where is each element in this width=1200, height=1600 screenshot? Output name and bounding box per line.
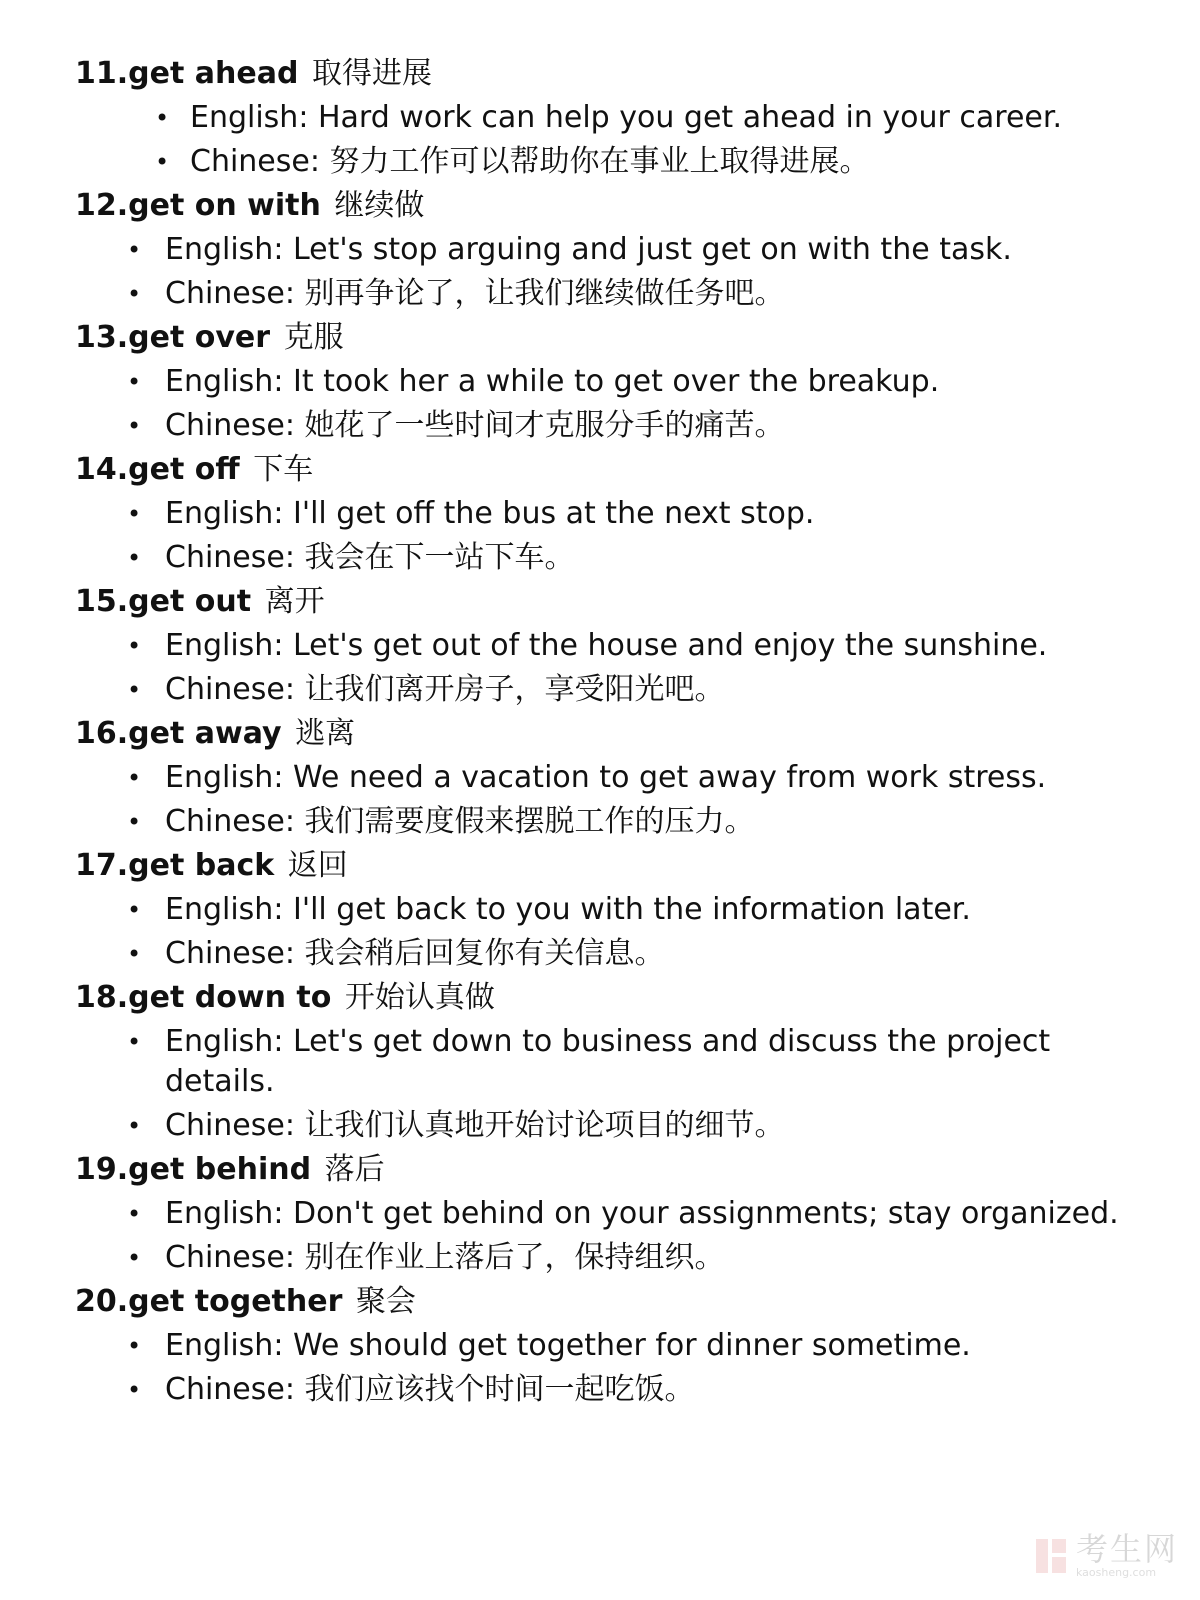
bullet-icon: •: [127, 940, 142, 968]
bullet-icon: •: [127, 1028, 142, 1056]
entry-phrase: get over: [128, 320, 271, 355]
entry-phrase: get down to: [128, 980, 332, 1015]
entry-14: [75, 448, 1165, 580]
english-text: English: Don't get behind on your assignments; stay organized.: [165, 1196, 1119, 1231]
entry-number: 15.: [75, 584, 129, 619]
entry-phrase: get ahead: [128, 56, 299, 91]
entry-meaning: 离开: [264, 584, 325, 619]
english-example: [75, 888, 1165, 932]
entry-phrase: get out: [128, 584, 252, 619]
bullet-icon: •: [127, 808, 142, 836]
chinese-example: [75, 272, 1165, 316]
chinese-example: [75, 668, 1165, 712]
kaosheng-logo-icon: [1034, 1537, 1068, 1575]
english-text: English: Let's stop arguing and just get on with the task.: [165, 232, 1012, 267]
entry-phrase: get away: [128, 716, 282, 751]
watermark-en: kaosheng.com: [1075, 1566, 1157, 1579]
bullet-icon: •: [127, 676, 142, 704]
english-text: English: We should get together for dinner sometime.: [165, 1328, 971, 1363]
chinese-text: Chinese: 我们需要度假来摆脱工作的压力。: [165, 804, 755, 839]
entry-16: [75, 712, 1165, 844]
entry-heading: [75, 1280, 1165, 1324]
entry-meaning: 下车: [253, 452, 314, 487]
entry-20: [75, 1280, 1165, 1412]
entry-number: 17.: [75, 848, 129, 883]
chinese-example: [75, 932, 1165, 976]
example-list: [75, 1192, 1165, 1280]
example-list: [75, 756, 1165, 844]
entry-13: [75, 316, 1165, 448]
bullet-icon: •: [127, 1200, 142, 1228]
entry-15: [75, 580, 1165, 712]
bullet-icon: •: [127, 280, 142, 308]
chinese-text: Chinese: 让我们认真地开始讨论项目的细节。: [165, 1108, 785, 1143]
bullet-icon: •: [127, 412, 142, 440]
english-text: English: Let's get down to business and discuss the project details.: [165, 1024, 1051, 1099]
entry-number: 20.: [75, 1284, 129, 1319]
english-text: English: Hard work can help you get ahead in your career.: [190, 100, 1062, 135]
entry-18: [75, 976, 1165, 1148]
bullet-icon: •: [127, 500, 142, 528]
english-example: [75, 756, 1165, 800]
entry-phrase: get on with: [128, 188, 321, 223]
watermark: [1034, 1530, 1178, 1579]
bullet-icon: •: [155, 104, 170, 132]
phrase-list: [75, 52, 1165, 1412]
english-example: [75, 228, 1165, 272]
example-list: [75, 360, 1165, 448]
chinese-example: [75, 140, 1165, 184]
watermark-cn: 考生网: [1075, 1530, 1178, 1568]
entry-heading: [75, 1148, 1165, 1192]
entry-phrase: get together: [128, 1284, 343, 1319]
entry-meaning: 落后: [324, 1152, 385, 1187]
entry-phrase: get back: [128, 848, 275, 883]
entry-meaning: 逃离: [295, 716, 356, 751]
english-example: [75, 1192, 1165, 1236]
english-text: English: I'll get back to you with the information later.: [165, 892, 971, 927]
example-list: [75, 1020, 1165, 1148]
chinese-example: [75, 800, 1165, 844]
english-example: [75, 624, 1165, 668]
example-list: [75, 96, 1165, 184]
chinese-text: Chinese: 别再争论了，让我们继续做任务吧。: [165, 276, 785, 311]
entry-number: 16.: [75, 716, 129, 751]
entry-heading: [75, 52, 1165, 96]
bullet-icon: •: [127, 544, 142, 572]
example-list: [75, 1324, 1165, 1412]
entry-heading: [75, 712, 1165, 756]
entry-heading: [75, 184, 1165, 228]
entry-heading: [75, 844, 1165, 888]
example-list: [75, 228, 1165, 316]
entry-phrase: get behind: [128, 1152, 312, 1187]
english-text: English: It took her a while to get over the breakup.: [165, 364, 940, 399]
entry-19: [75, 1148, 1165, 1280]
entry-phrase: get off: [128, 452, 240, 487]
english-text: English: We need a vacation to get away from work stress.: [165, 760, 1047, 795]
bullet-icon: •: [127, 1332, 142, 1360]
chinese-example: [75, 1104, 1165, 1148]
chinese-example: [75, 404, 1165, 448]
chinese-text: Chinese: 我会稍后回复你有关信息。: [165, 936, 665, 971]
entry-meaning: 克服: [283, 320, 344, 355]
entry-meaning: 开始认真做: [344, 980, 495, 1015]
english-text: English: I'll get off the bus at the next stop.: [165, 496, 815, 531]
entry-heading: [75, 580, 1165, 624]
entry-meaning: 取得进展: [311, 56, 432, 91]
bullet-icon: •: [127, 764, 142, 792]
english-example: [75, 1324, 1165, 1368]
chinese-text: Chinese: 我会在下一站下车。: [165, 540, 575, 575]
entry-number: 12.: [75, 188, 129, 223]
example-list: [75, 888, 1165, 976]
english-example: [75, 360, 1165, 404]
entry-number: 14.: [75, 452, 129, 487]
chinese-text: Chinese: 让我们离开房子，享受阳光吧。: [165, 672, 725, 707]
bullet-icon: •: [127, 1376, 142, 1404]
entry-meaning: 返回: [287, 848, 348, 883]
entry-meaning: 继续做: [334, 188, 425, 223]
english-text: English: Let's get out of the house and enjoy the sunshine.: [165, 628, 1048, 663]
entry-heading: [75, 448, 1165, 492]
entry-heading: [75, 316, 1165, 360]
watermark-text: [1075, 1530, 1178, 1579]
english-example: [75, 492, 1165, 536]
entry-meaning: 聚会: [355, 1284, 416, 1319]
entry-17: [75, 844, 1165, 976]
bullet-icon: •: [127, 368, 142, 396]
entry-12: [75, 184, 1165, 316]
entry-number: 19.: [75, 1152, 129, 1187]
chinese-example: [75, 1368, 1165, 1412]
english-example: [75, 1020, 1165, 1104]
example-list: [75, 492, 1165, 580]
entry-number: 13.: [75, 320, 129, 355]
example-list: [75, 624, 1165, 712]
chinese-text: Chinese: 努力工作可以帮助你在事业上取得进展。: [190, 144, 870, 179]
bullet-icon: •: [127, 632, 142, 660]
english-example: [75, 96, 1165, 140]
entry-number: 11.: [75, 56, 129, 91]
chinese-example: [75, 1236, 1165, 1280]
chinese-text: Chinese: 别在作业上落后了，保持组织。: [165, 1240, 725, 1275]
bullet-icon: •: [155, 148, 170, 176]
bullet-icon: •: [127, 1244, 142, 1272]
bullet-icon: •: [127, 896, 142, 924]
chinese-example: [75, 536, 1165, 580]
chinese-text: Chinese: 她花了一些时间才克服分手的痛苦。: [165, 408, 785, 443]
entry-number: 18.: [75, 980, 129, 1015]
bullet-icon: •: [127, 236, 142, 264]
entry-heading: [75, 976, 1165, 1020]
entry-11: [75, 52, 1165, 184]
bullet-icon: •: [127, 1112, 142, 1140]
chinese-text: Chinese: 我们应该找个时间一起吃饭。: [165, 1372, 695, 1407]
